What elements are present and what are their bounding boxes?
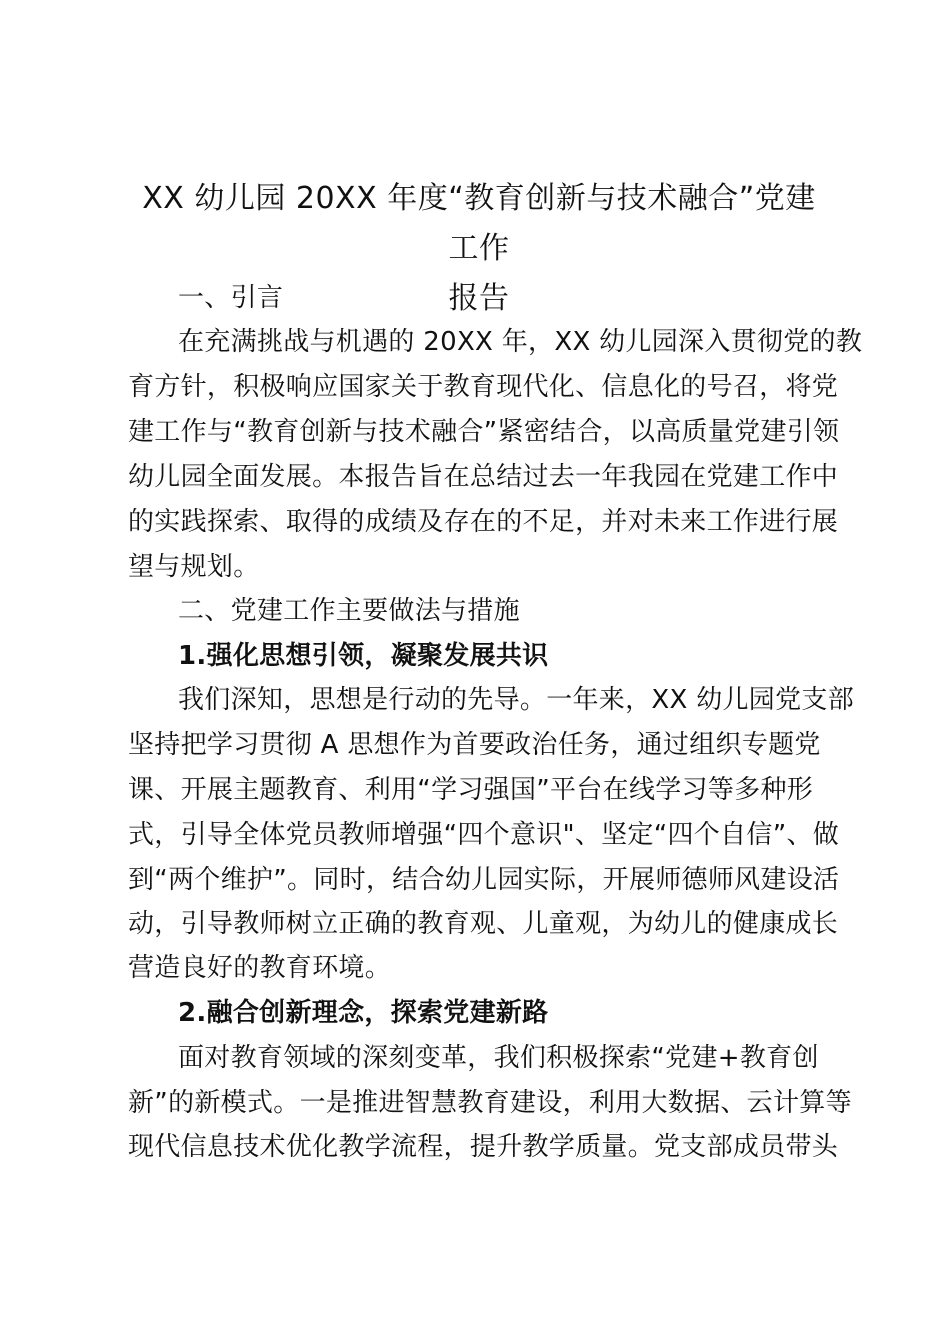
- paragraph-line: 望与规划。: [128, 552, 260, 582]
- paragraph-line: 育方针，积极响应国家关于教育现代化、信息化的号召，将党: [128, 372, 839, 402]
- paragraph-line: 幼儿园全面发展。本报告旨在总结过去一年我园在党建工作中: [128, 462, 839, 492]
- paragraph-line: 到“两个维护”。同时，结合幼儿园实际，开展师德师风建设活: [128, 865, 840, 895]
- paragraph-line: 坚持把学习贯彻 A 思想作为首要政治任务，通过组织专题党: [128, 730, 821, 760]
- paragraph-line: 在充满挑战与机遇的 20XX 年，XX 幼儿园深入贯彻党的教: [178, 327, 863, 357]
- section-heading-measures: 二、党建工作主要做法与措施: [178, 596, 520, 626]
- title-line-2: 报告: [448, 281, 510, 316]
- paragraph-line: 的实践探索、取得的成绩及存在的不足，并对未来工作进行展: [128, 507, 839, 537]
- paragraph-line: 面对教育领域的深刻变革，我们积极探索“党建+教育创: [178, 1043, 819, 1073]
- paragraph-line: 新”的新模式。一是推进智慧教育建设，利用大数据、云计算等: [128, 1088, 852, 1118]
- paragraph-line: 营造良好的教育环境。: [128, 953, 392, 983]
- paragraph-line: 式，引导全体党员教师增强“四个意识"、坚定“四个自信”、做: [128, 820, 840, 850]
- title-line-1: XX 幼儿园 20XX 年度“教育创新与技术融合”党建工作: [142, 181, 816, 266]
- paragraph-line: 现代信息技术优化教学流程，提升教学质量。党支部成员带头: [128, 1132, 839, 1162]
- section-heading-introduction: 一、引言: [178, 283, 284, 313]
- subsection-heading-ideology: 1.强化思想引领，凝聚发展共识: [178, 641, 549, 671]
- paragraph-line: 动，引导教师树立正确的教育观、儿童观，为幼儿的健康成长: [128, 909, 839, 939]
- paragraph-line: 建工作与“教育创新与技术融合”紧密结合，以高质量党建引领: [128, 417, 840, 447]
- paragraph-line: 我们深知，思想是行动的先导。一年来，XX 幼儿园党支部: [178, 685, 854, 715]
- paragraph-line: 课、开展主题教育、利用“学习强国”平台在线学习等多种形: [128, 775, 814, 805]
- subsection-heading-innovation: 2.融合创新理念，探索党建新路: [178, 998, 549, 1028]
